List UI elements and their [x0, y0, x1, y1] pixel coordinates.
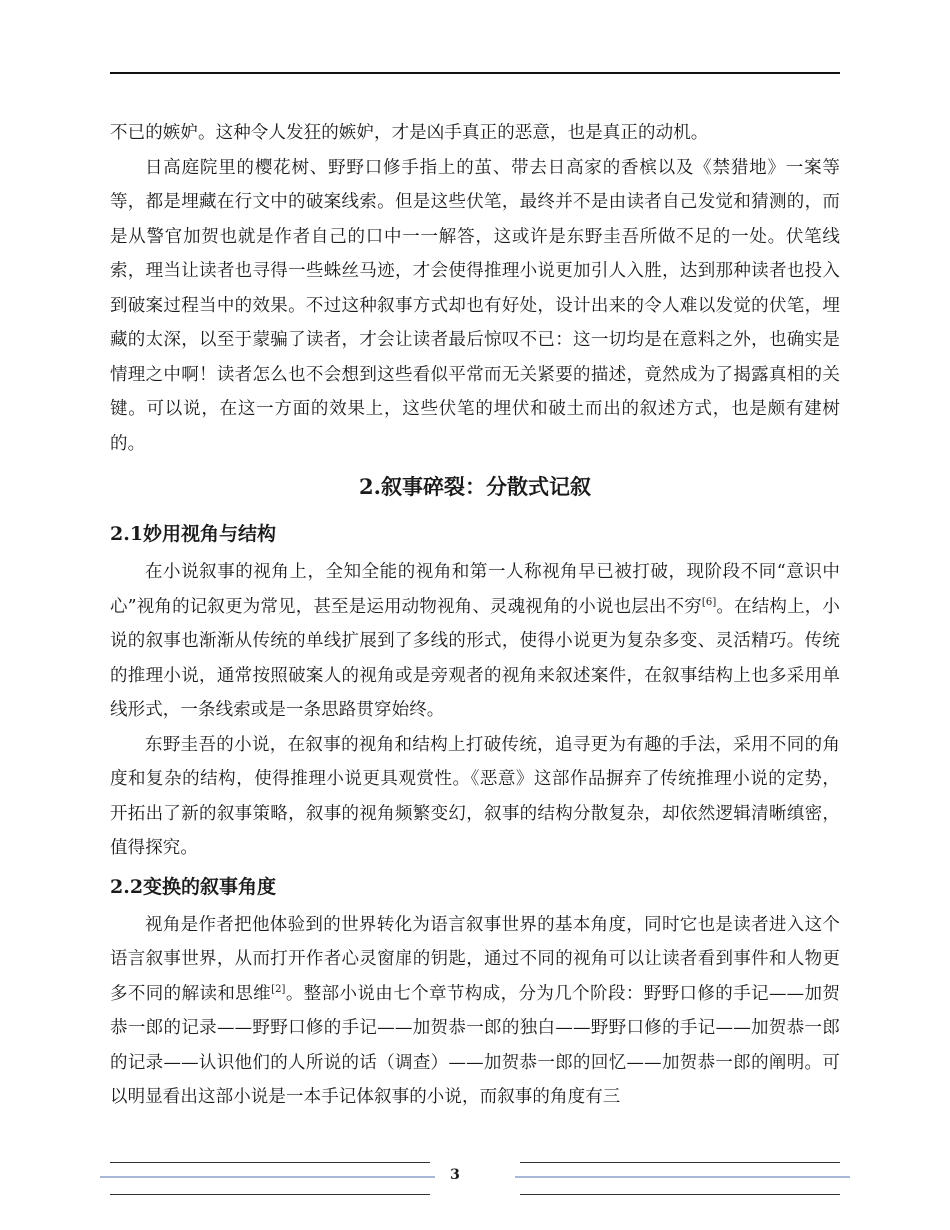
paragraph-text: 。整部小说由七个章节构成，分为几个阶段：野野口修的手记——加贺恭一郎的记录——野野口修的手记——加贺恭一郎的独白——野野口修的手记——加贺恭一郎的记录——认识他们的人所说的话（调查）——加贺恭一郎的回忆——加贺恭一郎的阐明。可以明显看出这部小说是一本手记体叙事的小说，而叙事的角度有三: [110, 983, 840, 1107]
paragraph: 东野圭吾的小说，在叙事的视角和结构上打破传统，追寻更为有趣的手法，采用不同的角度和复杂的结构，使得推理小说更具观赏性。《恶意》这部作品摒弃了传统推理小说的定势，开拓出了新的叙事策略，叙事的视角频繁变幻，叙事的结构分散复杂，却依然逻辑清晰缜密，值得探究。: [110, 734, 840, 858]
footer-rule: [100, 1176, 435, 1178]
section-heading: 2.叙事碎裂：分散式记叙: [359, 474, 591, 499]
paragraph-text: 在小说叙事的视角上，全知全能的视角和第一人称视角早已被打破，现阶段不同“意识中心”视角的记叙更为常见，甚至是运用动物视角、灵魂视角的小说也层出不穷: [110, 562, 840, 617]
page-number: 3: [450, 1167, 460, 1183]
citation-ref: [2]: [271, 983, 286, 995]
paragraph-text: 视角是作者把他体验到的世界转化为语言叙事世界的基本角度，同时它也是读者进入这个语言叙事世界，从而打开作者心灵窗扉的钥匙，通过不同的视角可以让读者看到事件和人物更多不同的解读和思维: [110, 914, 840, 1004]
paragraph: [110, 555, 840, 728]
body-text: [110, 116, 840, 1115]
subsection-heading-2-2: 2.2变换的叙事角度: [110, 875, 277, 898]
footer-rule: [110, 1194, 430, 1195]
paragraph: 日高庭院里的樱花树、野野口修手指上的茧、带去日高家的香槟以及《禁猎地》一案等等，都是埋藏在行文中的破案线索。但是这些伏笔，最终并不是由读者自己发觉和猜测的，而是从警官加贺也就是作者自己的口中一一解答，这或许是东野圭吾所做不足的一处。伏笔线索，理当让读者也寻得一些蛛丝马迹，才会使得推理小说更加引人入胜，达到那种读者也投入到破案过程当中的效果。不过这种叙事方式却也有好处，设计出来的令人难以发觉的伏笔，埋藏的太深，以至于蒙骗了读者，才会让读者最后惊叹不已：这一切均是在意料之外，也确实是情理之中啊！读者怎么也不会想到这些看似平常而无关紧要的描述，竟然成为了揭露真相的关键。可以说，在这一方面的效果上，这些伏笔的埋伏和破土而出的叙述方式，也是颇有建树的。: [110, 157, 840, 454]
subsection-heading-2-1: 2.1妙用视角与结构: [110, 523, 277, 545]
citation-ref: [6]: [701, 596, 717, 608]
paragraph: 不已的嫉妒。这种令人发狂的嫉妒，才是凶手真正的恶意，也是真正的动机。: [110, 123, 709, 143]
paragraph: [110, 908, 840, 1115]
footer-rule: [515, 1176, 850, 1178]
footer-rule: [520, 1162, 840, 1163]
header-rule: [110, 72, 840, 74]
footer-rule: [520, 1194, 840, 1195]
footer-rule: [110, 1162, 430, 1163]
paragraph-text: 。在结构上，小说的叙事也渐渐从传统的单线扩展到了多线的形式，使得小说更为复杂多变、灵活精巧。传统的推理小说，通常按照破案人的视角或是旁观者的视角来叙述案件，在叙事结构上也多采用单线形式，一条线索或是一条思路贯穿始终。: [110, 596, 840, 720]
